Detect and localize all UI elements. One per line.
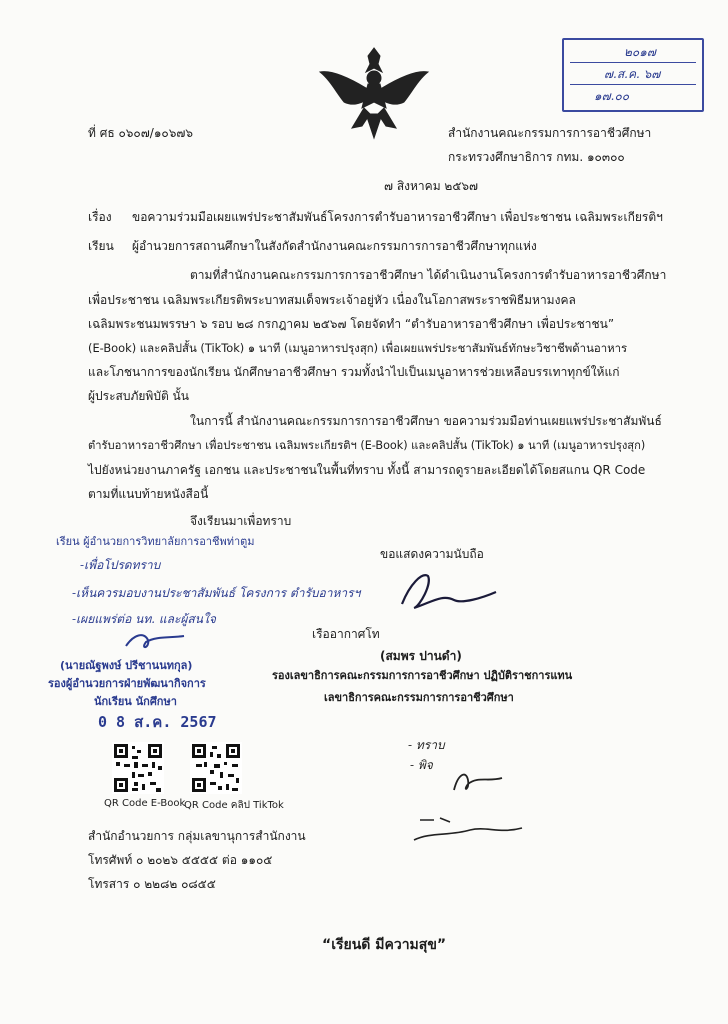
para1-line: เฉลิมพระชนมพรรษา ๖ รอบ ๒๘ กรกฎาคม ๒๕๖๗ โดยจัดทำ “ตำรับอาหารอาชีวศึกษา เพื่อประชาชน” — [88, 317, 615, 331]
annotation-line: - พิจ — [410, 758, 433, 772]
para2-line: ตำรับอาหารอาชีวศึกษา เพื่อประชาชน เฉลิมพระเกียรติฯ (E-Book) และคลิปสั้น (TikTok) ๑ นาที (เมนูอาหารปรุงสุก) — [88, 439, 646, 452]
subject-text: ขอความร่วมมือเผยแพร่ประชาสัมพันธ์โครงการตำรับอาหารอาชีวศึกษา เพื่อประชาชน เฉลิมพระเกียรติฯ — [132, 210, 663, 224]
signer-title: เลขาธิการคณะกรรมการการอาชีวศึกษา — [324, 691, 514, 704]
para2-line: ในการนี้ สำนักงานคณะกรรมการการอาชีวศึกษา ขอความร่วมมือท่านเผยแพร่ประชาสัมพันธ์ — [190, 414, 662, 428]
to-label: เรียน — [88, 239, 114, 253]
qr-code-tiktok[interactable] — [190, 742, 242, 794]
closing-request: จึงเรียนมาเพื่อทราบ — [190, 514, 292, 528]
regards: ขอแสดงความนับถือ — [380, 547, 484, 561]
footer-office: สำนักอำนวยการ กลุ่มเลขานุการสำนักงาน — [88, 829, 306, 843]
reference-number: ที่ ศธ ๐๖๐๗/๑๐๖๗๖ — [88, 126, 194, 140]
para1-line: และโภชนาการของนักเรียน นักศึกษาอาชีวศึกษา รวมทั้งนำไปเป็นเมนูอาหารช่วยเหลือบรรเทาทุกข์ให้แก่ — [88, 365, 620, 379]
note-line: -เห็นควรมอบงานประชาสัมพันธ์ โครงการ ตำรับอาหารฯ — [72, 586, 361, 600]
note-line: -เผยแพร่ต่อ นท. และผู้สนใจ — [72, 612, 216, 626]
stamp-line-1: ๒๐๑๗ — [624, 45, 656, 59]
para1-line: เพื่อประชาชน เฉลิมพระเกียรติพระบาทสมเด็จพระเจ้าอยู่หัว เนื่องในโอกาสพระราชพิธีมหามงคล — [88, 293, 576, 307]
annotation-signature — [448, 764, 508, 796]
deputy-title: นักเรียน นักศึกษา — [94, 695, 177, 708]
footer-phone: โทรศัพท์ ๐ ๒๐๒๖ ๕๕๕๕ ต่อ ๑๑๐๕ — [88, 853, 273, 867]
annotation-signature — [410, 810, 530, 850]
para2-line: ตามที่แนบท้ายหนังสือนี้ — [88, 487, 209, 501]
agency-address: กระทรวงศึกษาธิการ กทม. ๑๐๓๐๐ — [448, 150, 625, 164]
note-line: -เพื่อโปรดทราบ — [80, 558, 161, 572]
to-text: ผู้อำนวยการสถานศึกษาในสังกัดสำนักงานคณะกรรมการการอาชีวศึกษาทุกแห่ง — [132, 239, 537, 253]
qr-code-ebook[interactable] — [112, 742, 164, 794]
receiving-stamp — [562, 38, 704, 112]
note-addressee: เรียน ผู้อำนวยการวิทยาลัยการอาชีพท่าตูม — [56, 535, 255, 548]
stamp-line-2: ๗.ส.ค. ๖๗ — [604, 67, 661, 81]
slogan: “เรียนดี มีความสุข” — [322, 937, 447, 953]
qr-label-tiktok: QR Code คลิป TikTok — [184, 800, 284, 811]
signer-title: รองเลขาธิการคณะกรรมการการอาชีวศึกษา ปฏิบัติราชการแทน — [272, 669, 573, 682]
subject-label: เรื่อง — [88, 210, 112, 224]
qr-code-icon — [190, 742, 242, 794]
deputy-signature — [120, 626, 190, 656]
deputy-date-stamp: 0 8 ส.ค. 2567 — [98, 713, 217, 731]
annotation-line: - ทราบ — [408, 738, 445, 752]
signature — [392, 564, 502, 620]
deputy-name: (นายณัฐพงษ์ ปรีชานนทกุล) — [60, 659, 193, 672]
para2-line: ไปยังหน่วยงานภาครัฐ เอกชน และประชาชนในพื้นที่ทราบ ทั้งนี้ สามารถดูรายละเอียดได้โดยสแกน QR Code — [88, 463, 646, 477]
para1-line: (E-Book) และคลิปสั้น (TikTok) ๑ นาที (เมนูอาหารปรุงสุก) เพื่อเผยแพร่ประชาสัมพันธ์ทักษะวิชาชีพด้านอาหาร — [88, 341, 628, 355]
stamp-line-3: ๑๗.๐๐ — [594, 89, 630, 103]
garuda-emblem — [316, 42, 432, 142]
signer-name: (สมพร ปานดำ) — [380, 649, 462, 663]
deputy-title: รองผู้อำนวยการฝ่ายพัฒนากิจการ — [48, 677, 206, 690]
para1-line: ผู้ประสบภัยพิบัติ นั้น — [88, 389, 189, 403]
qr-code-icon — [112, 742, 164, 794]
qr-label-ebook: QR Code E-Book — [104, 798, 186, 809]
para1-line: ตามที่สำนักงานคณะกรรมการการอาชีวศึกษา ได้ดำเนินงานโครงการตำรับอาหารอาชีวศึกษา — [190, 268, 667, 282]
footer-fax: โทรสาร ๐ ๒๒๘๒ ๐๘๕๕ — [88, 877, 216, 891]
agency-name: สำนักงานคณะกรรมการการอาชีวศึกษา — [448, 126, 652, 140]
letter-date: ๗ สิงหาคม ๒๕๖๗ — [384, 179, 479, 193]
signer-rank: เรืออากาศโท — [312, 627, 380, 641]
